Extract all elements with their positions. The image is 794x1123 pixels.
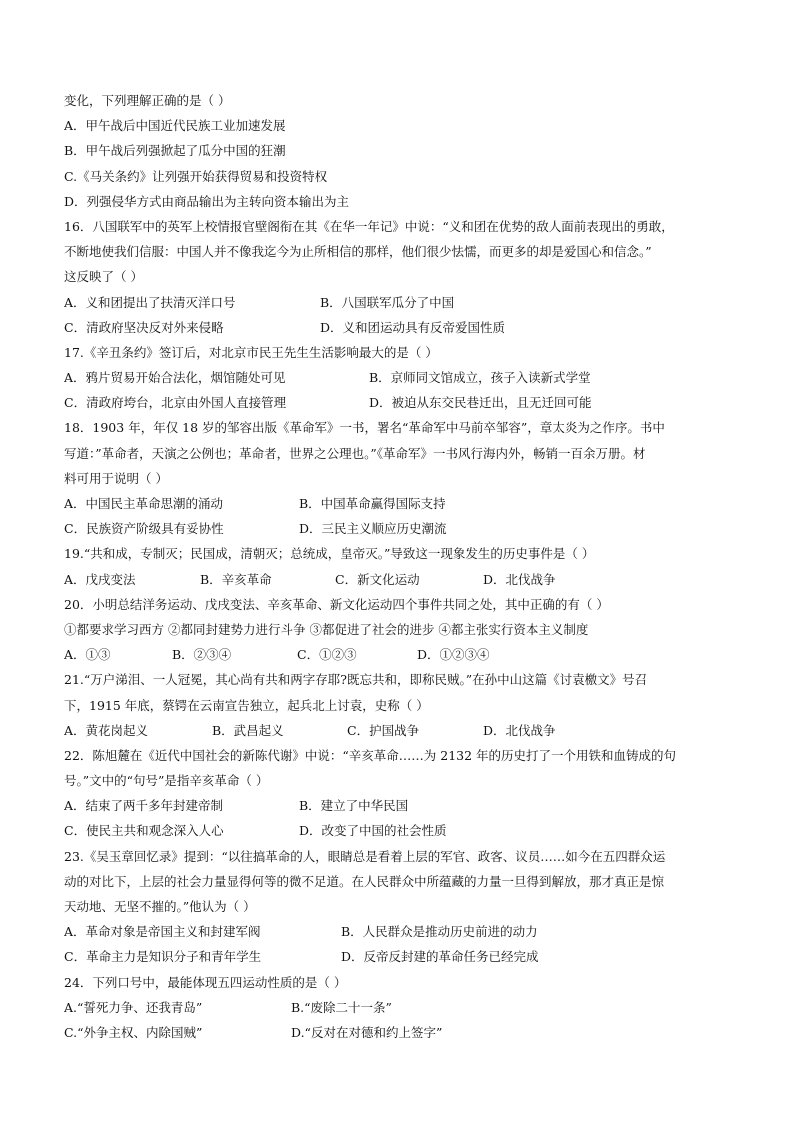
answer-option: A．结束了两千多年封建帝制: [64, 798, 224, 814]
text-line: 21.“万户涕泪、一人冠冕，其心尚有共和两字存耶?既忘共和，即称民贼。”在孙中山这篇《讨袁檄文》号召: [64, 672, 648, 688]
answer-options-row: [64, 567, 734, 592]
text-line: 天动地、无坚不摧的。”他认为（ ）: [64, 899, 256, 914]
text-line: 写道：”革命者，天演之公例也；革命者，世界之公理也。”《革命军》一书风行海内外，畅销一百余万册。材: [64, 445, 646, 461]
answer-options-row: [64, 315, 734, 340]
answer-options-row: [64, 290, 734, 315]
answer-option: A．戊戌变法: [64, 571, 136, 587]
question-list: [64, 88, 734, 1045]
answer-options-row: [64, 491, 734, 516]
answer-option: D．改变了中国的社会性质: [299, 823, 447, 839]
answer-option: B．京师同文馆成立，孩子入读新式学堂: [369, 370, 591, 386]
answer-option: C．民族资产阶级具有妥协性: [64, 521, 224, 537]
answer-options-row: [64, 919, 734, 944]
text-line: 22．陈旭麓在《近代中国社会的新陈代谢》中说：“辛亥革命……为 2132 年的历史打了一个用铁和血铸成的句: [64, 747, 677, 763]
answer-options-row: [64, 944, 734, 969]
answer-options-row: [64, 818, 734, 843]
answer-option: C．使民主共和观念深入人心: [64, 823, 224, 839]
text-line: 17.《辛丑条约》签订后，对北京市民王先生生活影响最大的是（ ）: [64, 344, 438, 360]
answer-option: D．北伐战争: [483, 571, 556, 587]
answer-option: A．革命对象是帝国主义和封建军阀: [64, 924, 261, 940]
answer-option: A.“誓死力争、还我青岛”: [64, 999, 203, 1015]
text-line: C.《马关条约》让列强开始获得贸易和投资特权: [64, 168, 328, 184]
answer-option: B．八国联军瓜分了中国: [320, 294, 455, 310]
answer-option: C．①②③: [297, 647, 357, 663]
answer-option: B.“废除二十一条”: [291, 999, 392, 1015]
answer-option: B．中国革命赢得国际支持: [299, 496, 446, 511]
answer-option: A．黄花岗起义: [64, 722, 149, 738]
answer-option: A．义和团提出了扶清灭洋口号: [64, 294, 236, 310]
answer-option: D．三民主义顺应历史潮流: [299, 521, 447, 537]
answer-option: A．①③: [64, 647, 111, 663]
answer-option: C．清政府坚决反对外来侵略: [64, 319, 224, 335]
answer-options-row: [64, 718, 734, 743]
text-line: 24．下列口号中，最能体现五四运动性质的是（ ）: [64, 974, 347, 990]
text-line: 20．小明总结洋务运动、戊戌变法、辛亥革命、新文化运动四个事件共同之处，其中正确的有（ ）: [64, 596, 609, 612]
answer-options-row: [64, 995, 734, 1020]
answer-options-row: [64, 1020, 734, 1045]
answer-option: D．北伐战争: [483, 722, 556, 738]
text-line: B．甲午战后列强掀起了瓜分中国的狂潮: [64, 143, 286, 159]
answer-option: A．鸦片贸易开始合法化，烟馆随处可见: [64, 370, 286, 386]
answer-option: D．被迫从东交民巷迁出，且无迁回可能: [369, 395, 592, 411]
answer-option: B．建立了中华民国: [299, 798, 409, 814]
text-line: 不断地使我们信服：中国人并不像我迄今为止所相信的那样，他们很少怯懦，而更多的却是爱国心和信念。”: [64, 244, 652, 260]
answer-options-row: [64, 365, 734, 390]
answer-options-row: [64, 642, 734, 667]
answer-option: A．中国民主革命思潮的涌动: [64, 496, 224, 511]
answer-option: C．新文化运动: [335, 571, 420, 587]
answer-options-row: [64, 516, 734, 541]
text-line: 号。”文中的“句号”是指辛亥革命（ ）: [64, 773, 269, 789]
answer-options-row: [64, 793, 734, 818]
answer-option: B．武昌起义: [212, 722, 284, 738]
text-line: 23.《吴玉章回忆录》提到：“以往搞革命的人，眼睛总是看着上层的军官、政客、议员……如今在五四群众运: [64, 848, 666, 864]
text-line: 料可用于说明（ ）: [64, 470, 168, 486]
answer-option: D．义和团运动具有反帝爱国性质: [320, 319, 506, 335]
answer-option: C．护国战争: [347, 722, 420, 738]
answer-option: B．人民群众是推动历史前进的动力: [341, 924, 538, 940]
text-line: 动的对比下，上层的社会力量显得何等的微不足道。在人民群众中所蕴藏的力量一旦得到解放，那才真正是惊: [64, 873, 665, 889]
answer-option: D．反帝反封建的革命任务已经完成: [341, 949, 539, 965]
text-line: 19.“共和成，专制灭；民国成，清朝灭；总统成，皇帝灭。”导致这一现象发生的历史事件是（ ）: [64, 546, 595, 562]
answer-option: D.“反对在对德和约上签字”: [291, 1024, 443, 1040]
answer-option: B．②③④: [172, 647, 232, 663]
answer-option: C.“外争主权、内除国贼”: [64, 1024, 203, 1040]
text-line: ①都要求学习西方 ②都同封建势力进行斗争 ③都促进了社会的进步 ④都主张实行资本主义制度: [64, 621, 589, 637]
text-line: 下，1915 年底，蔡锷在云南宣告独立，起兵北上讨袁，史称（ ）: [64, 697, 429, 713]
text-line: D．列强侵华方式由商品输出为主转向资本输出为主: [64, 193, 350, 209]
text-line: A．甲午战后中国近代民族工业加速发展: [64, 118, 286, 134]
text-line: 16．八国联军中的英军上校情报官壁阁衔在其《在华一年记》中说：“义和团在优势的敌人面前表现出的勇敢，: [64, 218, 674, 234]
answer-option: D．①②③④: [417, 647, 490, 663]
answer-options-row: [64, 390, 734, 415]
answer-option: C．清政府垮台，北京由外国人直接管理: [64, 395, 287, 411]
text-line: 变化，下列理解正确的是（ ）: [64, 93, 231, 108]
text-line: 18．1903 年，年仅 18 岁的邹容出版《革命军》一书，署名“革命军中马前卒邹容”，章太炎为之作序。书中: [64, 420, 665, 436]
text-line: 这反映了（ ）: [64, 269, 143, 285]
answer-option: B．辛亥革命: [200, 571, 272, 587]
answer-option: C．革命主力是知识分子和青年学生: [64, 949, 262, 965]
